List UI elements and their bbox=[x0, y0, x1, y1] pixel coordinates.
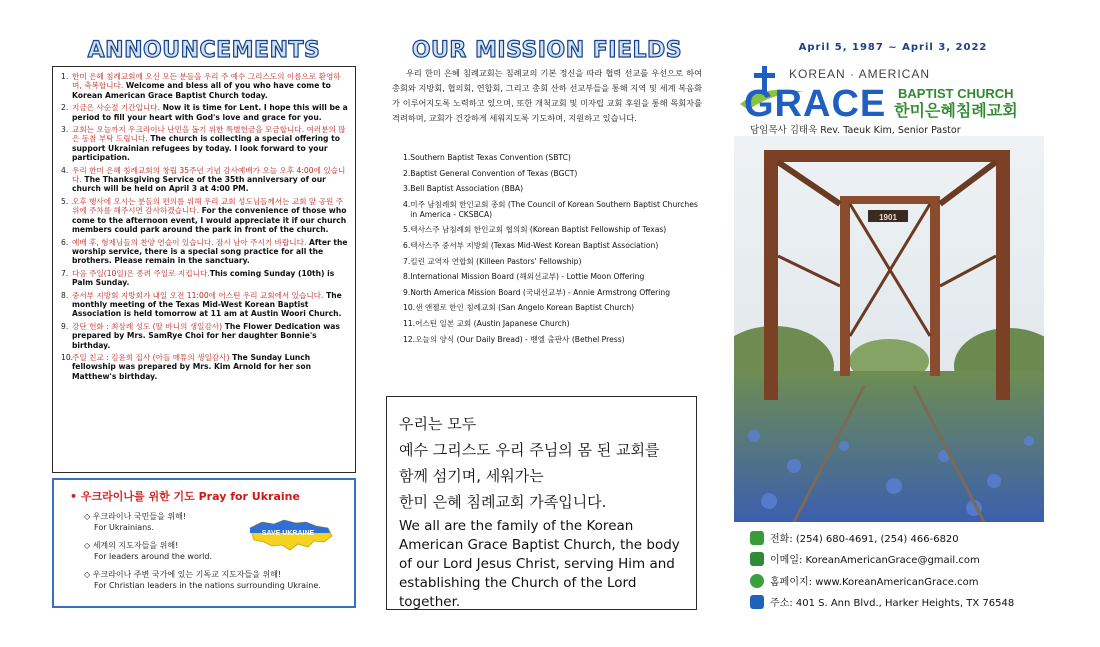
announcement-item bbox=[61, 166, 349, 194]
mission-title: OUR MISSION FIELDS bbox=[411, 38, 683, 63]
item-english: The Flower Dedication was prepared by Mrs. SamRye Choi for her daughter Bonnie's birthday. bbox=[72, 321, 340, 350]
pray-item-english: For Christian leaders in the nations surrounding Ukraine. bbox=[94, 581, 321, 590]
announcement-item bbox=[61, 322, 349, 350]
item-korean: 주일 친교 : 김윤희 집사 (아들 매튜의 생일감사) bbox=[72, 352, 230, 362]
pray-item-korean: 세계의 지도자들을 위해! bbox=[92, 541, 179, 550]
phone-icon bbox=[750, 531, 764, 545]
item-english: The church is collecting a special offering to support Ukrainian refugees by today. I look forward to your participation. bbox=[72, 134, 340, 163]
mission-item: 1. Southern Baptist Texas Convention (SBTC) bbox=[403, 153, 571, 162]
mission-list bbox=[403, 153, 703, 350]
item-number: 9. bbox=[61, 321, 69, 331]
logo-grace-text: GRACE bbox=[744, 83, 887, 125]
mission-item: 5. 텍사스주 남침례회 한인교회 협의회 (Korean Baptist Fellowship of Texas) bbox=[403, 225, 667, 235]
pray-item-english: For Ukrainians. bbox=[94, 523, 154, 532]
pray-title bbox=[70, 488, 344, 504]
mission-item: 2. Baptist General Convention of Texas (BGCT) bbox=[403, 168, 578, 178]
senior-pastor: 담임목사 김태욱 Rev. Taeuk Kim, Senior Pastor bbox=[750, 125, 961, 136]
contact-text: 전화: (254) 680-4691, (254) 466-6820 bbox=[770, 534, 959, 545]
announcement-item bbox=[61, 353, 349, 381]
announcements-title: ANNOUNCEMENTS bbox=[87, 38, 321, 63]
mission-item: 11. 어스틴 일본 교회 (Austin Japanese Church) bbox=[403, 318, 570, 328]
map-label: SAVE UKRAINE bbox=[261, 530, 315, 537]
item-korean: 지금은 사순절 기간입니다. bbox=[72, 103, 160, 113]
ukraine-map-icon bbox=[244, 514, 336, 556]
family-ko-line: 한미 은혜 침례교회 가족입니다. bbox=[399, 493, 607, 511]
anniversary-dates: April 5, 1987 ~ April 3, 2022 bbox=[798, 42, 988, 53]
item-english: This coming Sunday (10th) is Palm Sunday. bbox=[72, 268, 335, 288]
item-korean: 다음 주일(10일)은 종려 주일로 지킵니다. bbox=[72, 268, 210, 278]
logo-top-text: KOREAN · AMERICAN bbox=[789, 67, 931, 81]
mission-item: 7. 킬린 교역자 연합회 (Killeen Pastors' Fellowship) bbox=[403, 256, 582, 266]
family-statement-english: We all are the family of the Korean American Grace Baptist Church, the body of our Lord Jesus Christ, serving Him and establishing the Church of the Lord together. bbox=[399, 518, 680, 610]
pray-item-english: For leaders around the world. bbox=[94, 552, 213, 561]
announcement-item bbox=[61, 103, 349, 122]
family-ko-line: 함께 섬기며, 세워가는 bbox=[399, 467, 544, 485]
pray-item: ◇ 우크라이나 주변 국가에 있는 기독교 지도자들을 위해! For Christian leaders in the nations surrounding Ukraine. bbox=[84, 569, 344, 591]
item-english: Welcome and bless all of you who have come to Korean American Grace Baptist Church today. bbox=[72, 81, 331, 100]
contact-text: 이메일: KoreanAmericanGrace@gmail.com bbox=[770, 555, 980, 566]
mission-item: 6. 텍사스주 중서부 지방회 (Texas Mid-West Korean Baptist Association) bbox=[403, 240, 659, 250]
contact-text: 주소: 401 S. Ann Blvd., Harker Heights, TX 76548 bbox=[770, 598, 1015, 609]
bullet-icon: • bbox=[70, 490, 78, 503]
item-korean: 오후 행사에 오시는 분들의 편의를 위해 우리 교회 성도님들께서는 교회 앞 공원 주위에 주차를 해주시면 감사하겠습니다. bbox=[72, 196, 344, 216]
item-korean: 한미 은혜 침례교회에 오신 모든 분들을 우리 주 예수 그리스도의 이름으로 환영하며, 축복합니다. bbox=[72, 72, 341, 91]
announcement-item bbox=[61, 291, 349, 319]
contact-email[interactable] bbox=[750, 551, 980, 566]
mission-item: 3. Bell Baptist Association (BBA) bbox=[403, 184, 524, 194]
announcement-item bbox=[61, 238, 349, 266]
item-english: After the worship service, there is a special song practice for all the brothers. Please remain in the sanctuary. bbox=[72, 237, 348, 266]
pray-title-text: 우크라이나를 위한 기도 Pray for Ukraine bbox=[80, 490, 300, 503]
email-icon bbox=[750, 552, 764, 566]
item-korean: 교회는 오늘까지 우크라이나 난민을 돕기 위한 특별헌금을 모금합니다. 여러분의 많은 동참 부탁 드립니다. bbox=[72, 125, 346, 144]
mission-item: 9. North America Mission Board (국내선교부) - Annie Armstrong Offering bbox=[403, 287, 671, 297]
announcement-item bbox=[61, 125, 349, 163]
announcements-box bbox=[52, 66, 356, 473]
mission-item: 8. International Mission Board (해외선교부) - Lottie Moon Offering bbox=[403, 272, 645, 282]
item-number: 7. bbox=[61, 268, 69, 278]
mission-item: 10. 샌 앤젤로 한인 침례교회 (San Angelo Korean Baptist Church) bbox=[403, 303, 635, 313]
announcement-item bbox=[61, 72, 349, 100]
announcements-list bbox=[61, 72, 349, 381]
pray-item: ◇ 세계의 지도자들을 위해! For leaders around the world. bbox=[84, 540, 344, 562]
mission-item: 12. 오늘의 양식 (Our Daily Bread) - 벧엘 출판사 (Bethel Press) bbox=[403, 334, 625, 344]
item-english: Now it is time for Lent. I hope this will be a period to fill your heart with God's love and grace for you. bbox=[72, 103, 348, 122]
item-english: The Sunday Lunch fellowship was prepared by Mrs. Kim Arnold for her son Matthew's birthday. bbox=[72, 352, 312, 381]
pray-for-ukraine-box bbox=[52, 478, 356, 608]
family-statement-korean bbox=[399, 411, 686, 515]
pray-item: ◇ 우크라이나 국민들을 위해! For Ukrainians. bbox=[84, 511, 344, 533]
item-number: 5. bbox=[61, 196, 69, 206]
contact-phone bbox=[750, 530, 959, 545]
item-number: 6. bbox=[61, 237, 69, 247]
family-ko-line: 우리는 모두 bbox=[399, 415, 477, 433]
item-number: 4. bbox=[61, 165, 69, 175]
item-english: The Thanksgiving Service of the 35th anniversary of our church will be held on April 3 at 4:00 PM. bbox=[72, 175, 326, 194]
item-number: 3. bbox=[61, 125, 69, 135]
item-korean: 우리 한미 은혜 침례교회의 창립 35주년 기념 감사예배가 오늘 오후 4:00에 있습니다. bbox=[72, 165, 346, 185]
logo-baptist-text: BAPTIST CHURCH bbox=[898, 86, 1014, 101]
item-number: 1. bbox=[61, 72, 69, 81]
logo-korean-text: 한미은혜침례교회 bbox=[894, 101, 1018, 120]
contact-address bbox=[750, 594, 1014, 609]
bridge-bluebonnet-photo bbox=[734, 136, 1044, 522]
item-korean: 예배 후, 형제님들의 찬양 연습이 있습니다. 잠시 남아 주시기 바랍니다. bbox=[72, 237, 307, 247]
item-korean: 중서부 지방회 지방회가 내일 오전 11:00에 어스틴 우리 교회에서 있습니다. bbox=[72, 290, 324, 300]
pray-item-korean: 우크라이나 국민들을 위해! bbox=[92, 512, 187, 521]
contact-website[interactable] bbox=[750, 573, 978, 588]
contact-text: 홈페이지: www.KoreanAmericanGrace.com bbox=[770, 577, 979, 588]
bridge-year: 1901 bbox=[879, 213, 897, 222]
pray-item-korean: 우크라이나 주변 국가에 있는 기독교 지도자들을 위해! bbox=[92, 570, 282, 579]
item-korean: 강단 헌화 : 최삼례 성도 (딸 바니의 생일감사) bbox=[72, 321, 223, 331]
family-ko-line: 예수 그리스도 우리 주님의 몸 된 교회를 bbox=[399, 441, 660, 459]
mission-item: 4. 미주 남침례회 한인교회 총회 (The Council of Korean Southern Baptist Churches in America - CKSBCA) bbox=[403, 199, 698, 219]
globe-icon bbox=[750, 574, 764, 588]
item-english: For the convenience of those who come to the afternoon event, I would appreciate it if our church members could park around the park in front of the church. bbox=[72, 206, 347, 235]
item-number: 2. bbox=[61, 103, 69, 113]
item-number: 8. bbox=[61, 290, 69, 300]
mission-intro: 우리 한미 은혜 침례교회는 침례교의 기본 정신을 따라 협력 선교를 우선으로 하여 총회와 지방회, 협의회, 연합회, 그리고 총회 산하 선교부들을 통해 지역 및 세계 복음화가 이루어지도록 노력하고 있으며, 또한 개척교회 및 미자립 교회 후원을 통해 목회자를 격려하며, 교회가 건강하게 세워지도록 기도하며, 지원하고 있습니다. bbox=[392, 68, 702, 123]
family-statement-box bbox=[386, 396, 697, 610]
announcement-item bbox=[61, 197, 349, 235]
item-number: 10. bbox=[61, 352, 74, 362]
item-english: The monthly meeting of the Texas Mid-West Korean Baptist Association is held tomorrow at 11 am at Austin Woori Church. bbox=[72, 290, 342, 319]
announcement-item bbox=[61, 269, 349, 288]
location-icon bbox=[750, 595, 764, 609]
